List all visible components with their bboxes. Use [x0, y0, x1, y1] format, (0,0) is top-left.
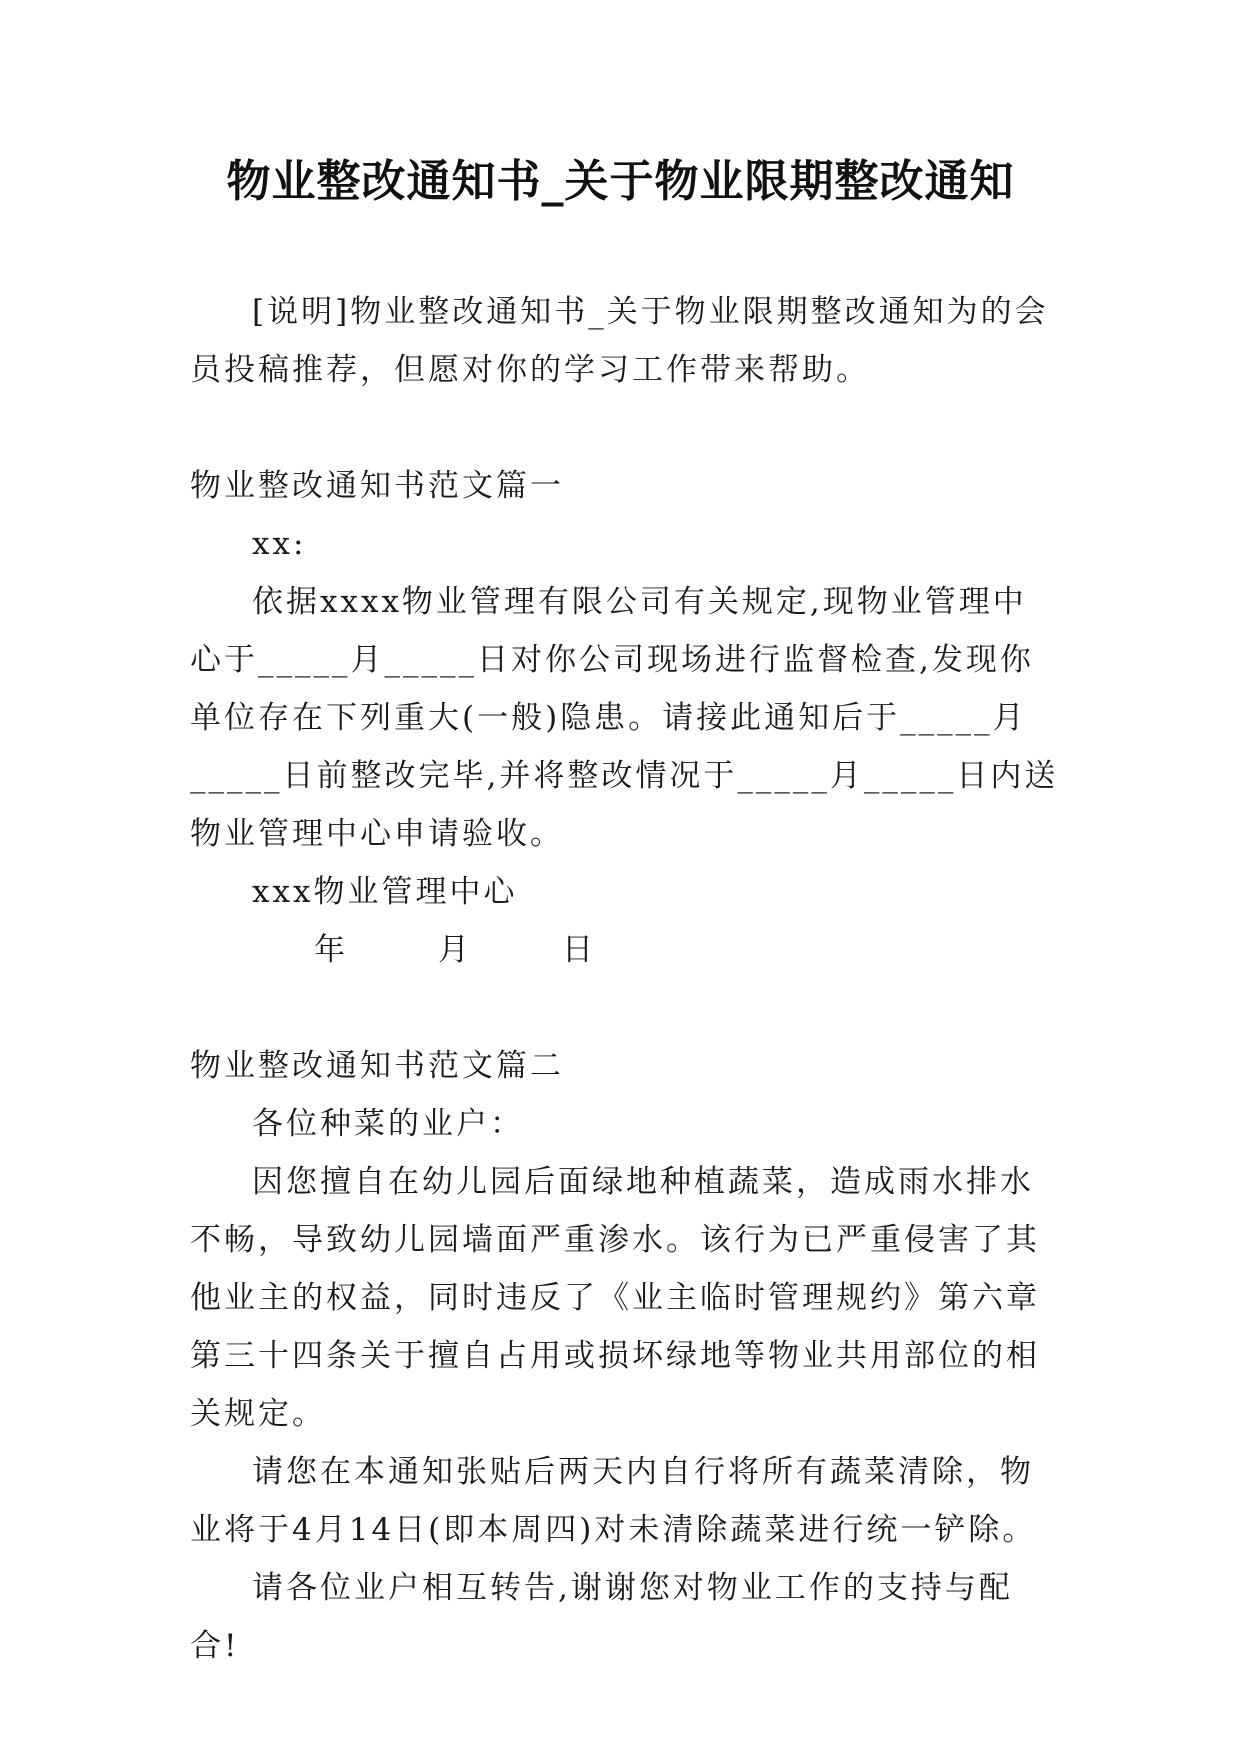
section2-paragraph-3: 请各位业户相互转告,谢谢您对物业工作的支持与配合! — [190, 1570, 1013, 1664]
signature-line: xxx物业管理中心 — [252, 874, 518, 910]
salutation-2: 各位种菜的业户： — [252, 1106, 524, 1142]
date-year: 年 — [314, 932, 348, 968]
section1-body: 依据xxxx物业管理有限公司有关规定,现物业管理中心于_____月_____日对你公司现场进行监督检查,发现你单位存在下列重大(一般)隐患。请接此通知后于_____月_____日前整改完毕,并将整改情况于_____月_____日内送物业管理中心申请验收。 — [190, 584, 1059, 852]
section2-paragraph-1: 因您擅自在幼儿园后面绿地种植蔬菜，造成雨水排水不畅，导致幼儿园墙面严重渗水。该行为已严重侵害了其他业主的权益，同时违反了《业主临时管理规约》第六章第三十四条关于擅自占用或损坏绿地等物业共用部位的相关规定。 — [190, 1164, 1040, 1432]
section2-paragraph-2: 请您在本通知张贴后两天内自行将所有蔬菜清除，物业将于4月14日(即本周四)对未清除蔬菜进行统一铲除。 — [190, 1454, 1037, 1548]
intro-paragraph: [说明]物业整改通知书_关于物业限期整改通知为的会员投稿推荐，但愿对你的学习工作带来帮助。 — [190, 294, 1049, 388]
date-day: 日 — [562, 932, 596, 968]
document-content — [190, 283, 1060, 1675]
date-line — [190, 921, 1060, 979]
document-title: 物业整改通知书_关于物业限期整改通知 — [226, 156, 1015, 207]
section-heading-1: 物业整改通知书范文篇一 — [190, 468, 564, 504]
salutation-1: xx: — [252, 526, 307, 562]
date-month: 月 — [438, 932, 472, 968]
section-heading-2: 物业整改通知书范文篇二 — [190, 1048, 564, 1084]
